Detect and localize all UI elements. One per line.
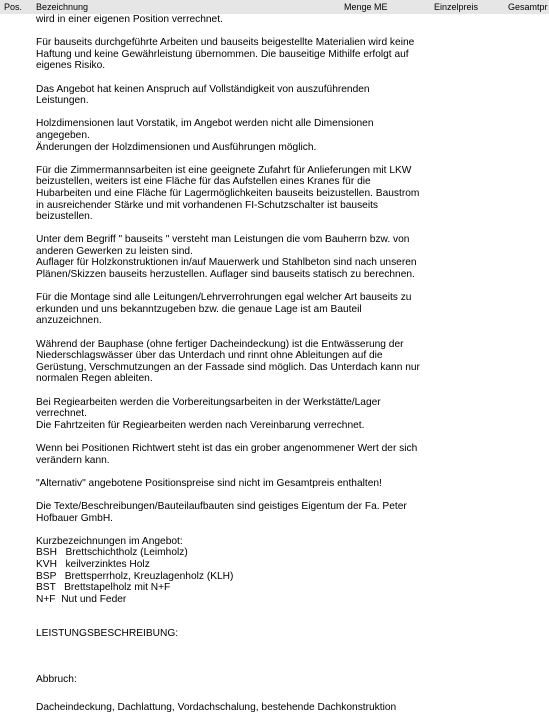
paragraph-line: Während der Bauphase (ohne fertiger Dacheindeckung) ist die Entwässerung der [36,338,404,350]
paragraph [36,37,436,72]
abbreviations-title: Kurzbezeichnungen im Angebot: [36,535,183,547]
paragraph-line: Leistungen. [36,95,89,107]
paragraph-line: beizustellen. [36,211,93,223]
paragraph-line: verrechnet. [36,408,87,420]
header-gesamtpreis: Gesamtpr [508,2,548,12]
section-title: LEISTUNGSBESCHREIBUNG: [36,628,179,640]
paragraph [36,339,436,385]
paragraph-line: angegeben. [36,129,90,141]
paragraph [36,165,436,223]
header-menge: Menge [344,2,372,12]
paragraph [36,292,436,327]
paragraph-line: Holzdimensionen laut Vorstatik, im Angebot werden nicht alle Dimensionen [36,118,374,130]
abbreviation-item: BST Brettstapelholz mit N+F [36,582,171,594]
header-einzelpreis: Einzelpreis [434,2,479,12]
abbreviations-list [36,547,436,605]
paragraph [36,14,436,26]
paragraph-line: Die Texte/Beschreibungen/Bauteilaufbauten sind geistiges Eigentum der Fa. Peter [36,500,407,512]
paragraph-line: Bei Regiearbeiten werden die Vorbereitungsarbeiten in der Werkstätte/Lager [36,396,381,408]
paragraph [36,501,436,524]
header-pos: Pos. [4,2,23,12]
paragraph-line: Hubarbeiten und eine Fläche für Lagermöglichkeiten bauseits beizustellen. Baustrom [36,187,420,199]
paragraph-line: erkunden und uns bekanntzugeben bzw. die genaue Lage ist am Bauteil [36,303,362,315]
paragraph-line: Auflager für Holzkonstruktionen in/auf Mauerwerk und Stahlbeton sind nach unseren [36,257,417,269]
paragraph-line: Wenn bei Positionen Richtwert steht ist das ein grober angenommener Wert der sich [36,442,418,454]
paragraph-line: Änderungen der Holzdimensionen und Ausführungen möglich. [36,141,317,153]
document-body [36,14,436,714]
paragraph-line: Haftung und keine Gewährleistung übernommen. Die bauseitige Mithilfe erfolgt auf [36,48,409,60]
subsection-title: Abbruch: [36,674,77,686]
paragraph-line: Für die Zimmermannsarbeiten ist eine geeignete Zufahrt für Anlieferungen mit LKW [36,164,412,176]
abbreviation-item: KVH keilverzinktes Holz [36,558,150,570]
paragraph-line: "Alternativ" angebotene Positionspreise sind nicht im Gesamtpreis enthalten! [36,477,382,489]
abbreviation-item: N+F Nut und Feder [36,593,127,605]
paragraph-line: anderen Gewerken zu leisten sind. [36,245,193,257]
paragraph [36,478,436,490]
paragraph-line: Plänen/Skizzen bauseits herzustellen. Auflager sind bauseits statisch zu berechnen. [36,269,415,281]
paragraph-line: Für bauseits durchgeführte Arbeiten und bauseits beigestellte Materialien wird keine [36,37,415,49]
paragraph [36,234,436,280]
header-me: ME [374,2,388,12]
paragraph-line: verändern kann. [36,454,110,466]
paragraph [36,118,436,153]
paragraph-line: beizustellen, weiters ist eine Fläche für das Aufstellen eines Kranes für die [36,176,371,188]
paragraph-line: Unter dem Begriff " bauseits " versteht man Leistungen die vom Bauherrn bzw. von [36,234,410,246]
paragraph-line: wird in einer eigenen Position verrechnet. [36,14,223,25]
paragraph-line: Die Fahrtzeiten für Regiearbeiten werden nach Vereinbarung verrechnet. [36,419,365,431]
paragraph [36,84,436,107]
paragraph-line: Gerüstung, Verschmutzungen an der Fassade sind möglich. Das Unterdach kann nur [36,361,420,373]
column-header [0,0,549,14]
paragraph-line: Niederschlagswässer über das Unterdach und rinnt ohne Ableitungen auf die [36,350,383,362]
paragraph [36,443,436,466]
paragraph-line: Das Angebot hat keinen Anspruch auf Vollständigkeit von auszuführenden [36,83,370,95]
paragraph-line: eigenes Risiko. [36,60,106,72]
item-description: Dacheindeckung, Dachlattung, Vordachschalung, bestehende Dachkonstruktion [36,701,397,713]
paragraph-line: normalen Regen ableiten. [36,373,153,385]
header-bezeichnung: Bezeichnung [36,2,89,12]
paragraph-line: Hofbauer GmbH. [36,512,114,524]
abbreviations-block [36,536,436,606]
terms-paragraphs [36,14,436,524]
paragraph-line: Für die Montage sind alle Leitungen/Lehrverrohrungen egal welcher Art bauseits zu [36,292,412,304]
paragraph-line: anzuzeichnen. [36,315,102,327]
abbreviation-item: BSH Brettschichtholz (Leimholz) [36,547,188,559]
paragraph [36,397,436,432]
paragraph-line: in ausreichender Stärke und mit vorhandenen FI-Schutzschalter ist bauseits [36,199,379,211]
abbreviation-item: BSP Brettsperrholz, Kreuzlagenholz (KLH) [36,570,234,582]
